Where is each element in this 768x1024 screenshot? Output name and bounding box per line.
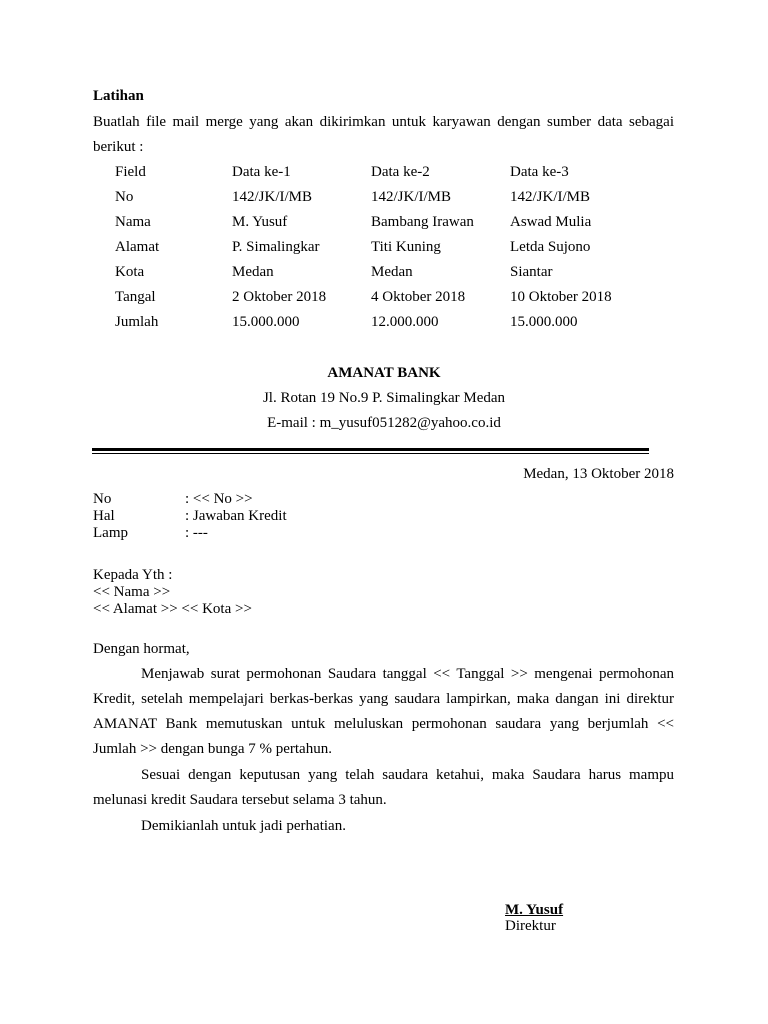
letterhead-email: E-mail : m_yusuf051282@yahoo.co.id xyxy=(267,415,501,431)
table-cell: Medan xyxy=(371,264,413,280)
table-cell: Tangal xyxy=(115,289,156,305)
exercise-title: Latihan xyxy=(93,88,144,104)
table-cell: Bambang Irawan xyxy=(371,214,474,230)
greeting: Dengan hormat, xyxy=(93,641,190,657)
table-cell: Nama xyxy=(115,214,151,230)
table-cell: Siantar xyxy=(510,264,553,280)
recipient-to: Kepada Yth : xyxy=(93,567,173,583)
meta-label-no: No xyxy=(93,491,112,507)
table-cell: P. Simalingkar xyxy=(232,239,320,255)
meta-label-hal: Hal xyxy=(93,508,115,524)
table-cell: 15.000.000 xyxy=(510,314,578,330)
table-cell: No xyxy=(115,189,134,205)
table-cell: 142/JK/I/MB xyxy=(232,189,313,205)
table-cell: Kota xyxy=(115,264,145,280)
table-cell: Alamat xyxy=(115,239,160,255)
table-cell: 12.000.000 xyxy=(371,314,439,330)
signer-title: Direktur xyxy=(505,918,556,934)
letterhead-bank-name: AMANAT BANK xyxy=(327,365,441,381)
table-cell: Letda Sujono xyxy=(510,239,591,255)
exercise-intro-line2: berikut : xyxy=(93,139,144,155)
meta-label-lamp: Lamp xyxy=(93,525,128,541)
para1-line2: Kredit, setelah mempelajari berkas-berkas yang saudara lampirkan, maka dangan ini direktur xyxy=(93,691,674,707)
signer-name: M. Yusuf xyxy=(505,902,564,918)
recipient-address: << Alamat >> << Kota >> xyxy=(93,601,252,617)
table-header-field: Field xyxy=(115,164,146,180)
meta-value-no: : << No >> xyxy=(185,491,253,507)
para1-line3: AMANAT Bank memutuskan untuk meluluskan permohonan saudara yang berjumlah << xyxy=(93,716,674,732)
para1-line4: Jumlah >> dengan bunga 7 % pertahun. xyxy=(93,741,332,757)
table-cell: 142/JK/I/MB xyxy=(371,189,452,205)
para1-line1: Menjawab surat permohonan Saudara tanggal << Tanggal >> mengenai permohonan xyxy=(141,666,674,682)
table-cell: Titi Kuning xyxy=(371,239,441,255)
table-header-data1: Data ke-1 xyxy=(232,164,291,180)
table-cell: Jumlah xyxy=(115,314,159,330)
table-cell: M. Yusuf xyxy=(232,214,288,230)
table-cell: 4 Oktober 2018 xyxy=(371,289,466,305)
para2-line2: melunasi kredit Saudara tersebut selama 3 tahun. xyxy=(93,792,387,808)
meta-value-hal: : Jawaban Kredit xyxy=(185,508,287,524)
table-cell: Medan xyxy=(232,264,274,280)
letter-place-date: Medan, 13 Oktober 2018 xyxy=(523,466,674,482)
table-cell: 15.000.000 xyxy=(232,314,300,330)
table-cell: 2 Oktober 2018 xyxy=(232,289,327,305)
letterhead-divider-thick xyxy=(92,448,649,451)
meta-value-lamp: : --- xyxy=(185,525,208,541)
closing: Demikianlah untuk jadi perhatian. xyxy=(141,818,346,834)
exercise-intro-line1: Buatlah file mail merge yang akan dikirimkan untuk karyawan dengan sumber data sebagai xyxy=(93,114,674,130)
letterhead-address: Jl. Rotan 19 No.9 P. Simalingkar Medan xyxy=(262,390,506,406)
letterhead-divider-thin xyxy=(92,453,649,454)
recipient-name: << Nama >> xyxy=(93,584,171,600)
table-cell: Aswad Mulia xyxy=(510,214,592,230)
table-cell: 142/JK/I/MB xyxy=(510,189,591,205)
table-header-data3: Data ke-3 xyxy=(510,164,569,180)
table-cell: 10 Oktober 2018 xyxy=(510,289,612,305)
table-header-data2: Data ke-2 xyxy=(371,164,430,180)
para2-line1: Sesuai dengan keputusan yang telah saudara ketahui, maka Saudara harus mampu xyxy=(141,767,674,783)
